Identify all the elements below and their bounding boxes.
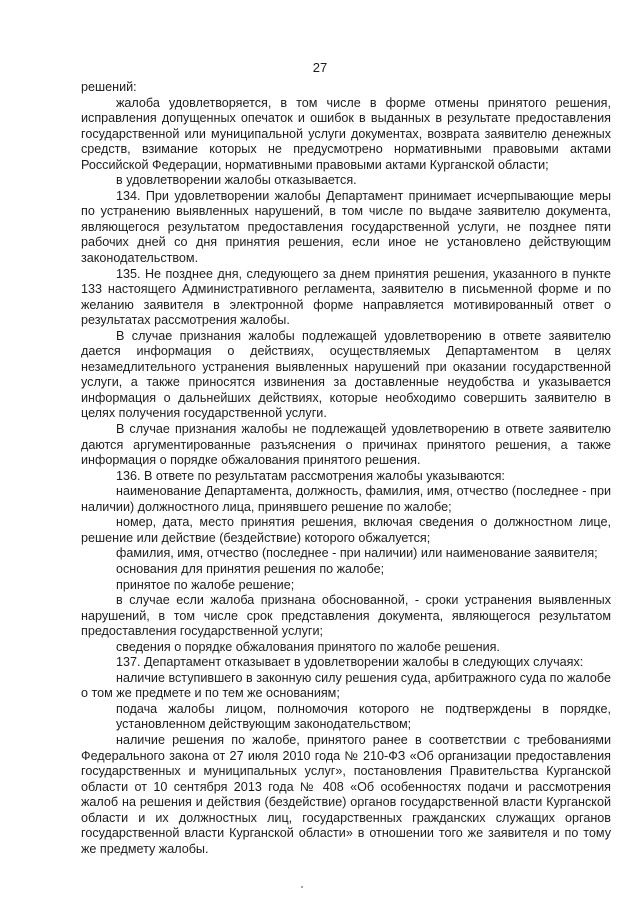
scan-speck xyxy=(301,886,303,888)
paragraph: наличие вступившего в законную силу решения суда, арбитражного суда по жалобе о том же предмете и по тем же основаниям; xyxy=(81,670,611,701)
paragraph: 136. В ответе по результатам рассмотрения жалобы указываются: xyxy=(116,468,505,483)
page-number: 27 xyxy=(312,60,328,75)
paragraph: наименование Департамента, должность, фамилия, имя, отчество (последнее - при наличии) должностного лица, принявшего решение по жалобе; xyxy=(81,484,611,514)
paragraph: принятое по жалобе решение; xyxy=(116,577,295,592)
document-body xyxy=(81,80,611,857)
paragraph: фамилия, имя, отчество (последнее - при наличии) или наименование заявителя; xyxy=(116,546,598,561)
paragraph: номер, дата, место принятия решения, включая сведения о должностном лице, решение или действие (бездействие) которого обжалуется; xyxy=(81,515,611,545)
paragraph: в удовлетворении жалобы отказывается. xyxy=(116,173,357,188)
paragraph: основания для принятия решения по жалобе; xyxy=(116,561,385,576)
paragraph: подача жалобы лицом, полномочия которого не подтверждены в порядке, установленном действующим законодательством; xyxy=(116,701,611,732)
paragraph: жалоба удовлетворяется, в том числе в форме отмены принятого решения, исправления допущенных опечаток и ошибок в выданных в результате предоставления государственной или муниципальной услуги документах, возврата заявителю денежных средств, взимание которых не предусмотрено нормативными правовыми актами Российской Федерации, нормативными правовыми актами Курганской области; xyxy=(81,95,611,172)
paragraph: в случае если жалоба признана обоснованной, - сроки устранения выявленных нарушений, в том числе срок представления документа, являющегося результатом предоставления государственной услуги; xyxy=(81,593,611,639)
paragraph: 135. Не позднее дня, следующего за днем принятия решения, указанного в пункте 133 настоящего Административного регламента, заявителю в письменной форме и по желанию заявителя в электронной форме направляется мотивированный ответ о результатах рассмотрения жалобы. xyxy=(81,266,611,328)
paragraph: решений: xyxy=(81,80,137,94)
paragraph: В случае признания жалобы не подлежащей удовлетворению в ответе заявителю даются аргументированные разъяснения о причинах принятого решения, а также информация о порядке обжалования принятого решения. xyxy=(81,422,611,468)
paragraph: 134. При удовлетворении жалобы Департамент принимает исчерпывающие меры по устранению выявленных нарушений, в том числе по выдаче заявителю документа, являющегося результатом предоставления государственной услуги, не позднее пяти рабочих дней со дня принятия решения, если иное не установлено действующим законодательством. xyxy=(81,188,611,266)
paragraph: 137. Департамент отказывает в удовлетворении жалобы в следующих случаях: xyxy=(116,655,584,670)
paragraph: В случае признания жалобы подлежащей удовлетворению в ответе заявителю дается информация о действиях, осуществляемых Департаментом в целях незамедлительного устранения выявленных нарушений при оказании государственной услуги, а также приносятся извинения за доставленные неудобства и указывается информация о дальнейших действиях, которые необходимо совершить заявителю в целях получения государственной услуги. xyxy=(81,328,611,421)
paragraph: сведения о порядке обжалования принятого по жалобе решения. xyxy=(116,639,500,654)
paragraph: наличие решения по жалобе, принятого ранее в соответствии с требованиями Федерального закона от 27 июля 2010 года № 210-ФЗ «Об организации предоставления государственных и муниципальных услуг», постановления Правительства Курганской области от 10 сентября 2013 года № 408 «Об особенностях подачи и рассмотрения жалоб на решения и действия (бездействие) органов государственной власти Курганской области и их должностных лиц, государственных гражданских служащих органов государственной власти Курганской области» в отношении того же заявителя и по тому же предмету жалобы. xyxy=(81,732,611,856)
